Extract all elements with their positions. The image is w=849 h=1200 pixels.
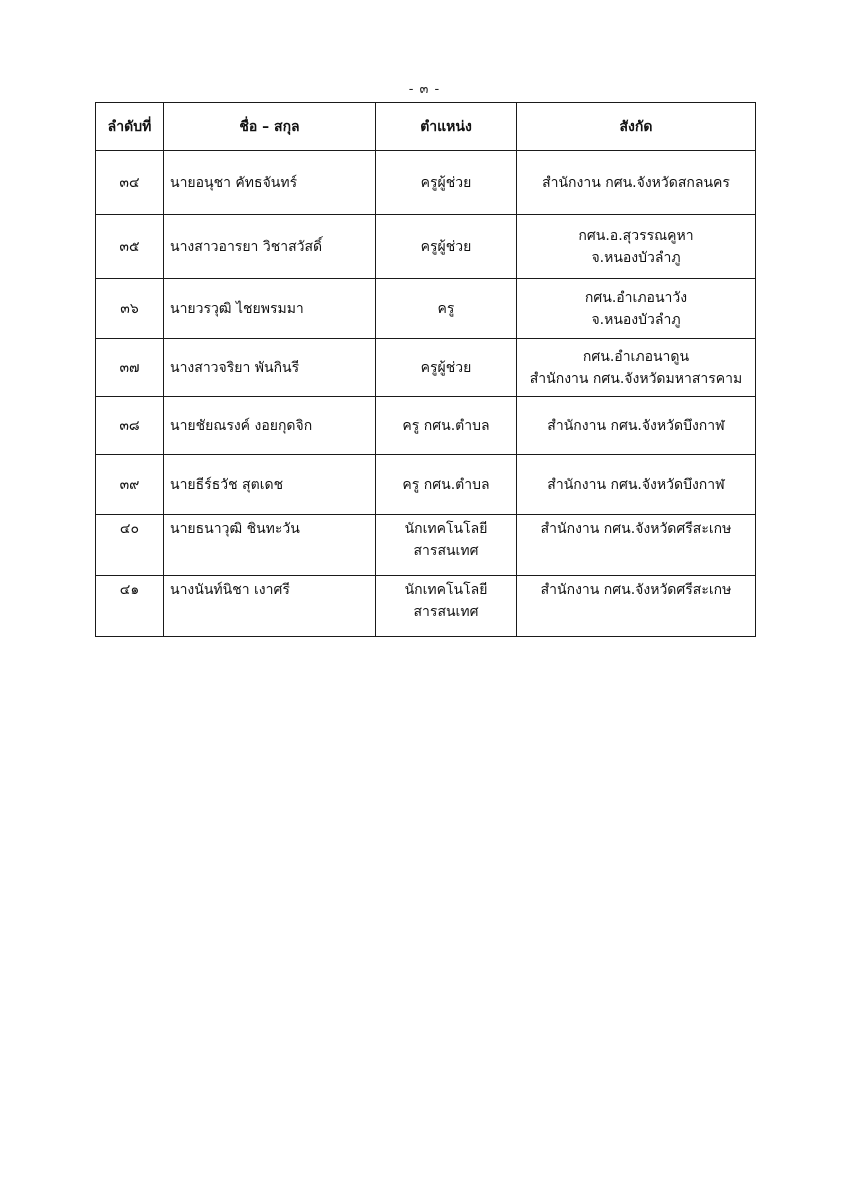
- row-name: นางนันท์นิชา เงาศรี: [164, 576, 376, 637]
- position-line: ครูผู้ช่วย: [420, 359, 472, 376]
- position-line: ครู กศน.ตำบล: [402, 476, 490, 493]
- affiliation-line: สำนักงาน กศน.จังหวัดศรีสะเกษ: [540, 521, 732, 537]
- row-affiliation: [517, 515, 756, 576]
- row-affiliation: [517, 576, 756, 637]
- position-line: ครูผู้ช่วย: [420, 238, 472, 255]
- row-number: ๓๘: [96, 397, 164, 455]
- affiliation-line: กศน.อำเภอนาวัง: [584, 289, 688, 306]
- position-line: ครูผู้ช่วย: [420, 174, 472, 191]
- row-affiliation: [517, 455, 756, 515]
- row-position: [376, 397, 517, 455]
- row-position: [376, 151, 517, 215]
- table-row: [96, 279, 756, 339]
- row-name: นายวรวุฒิ ไชยพรมมา: [164, 279, 376, 339]
- row-position: [376, 279, 517, 339]
- row-name: นายอนุชา คัทธจันทร์: [164, 151, 376, 215]
- row-number: ๓๙: [96, 455, 164, 515]
- position-line: สารสนเทศ: [413, 604, 479, 620]
- row-name: นายชัยณรงค์ งอยกุดจิก: [164, 397, 376, 455]
- table-row: [96, 151, 756, 215]
- affiliation-line: สำนักงาน กศน.จังหวัดบึงกาฬ: [547, 417, 725, 434]
- row-number: ๓๔: [96, 151, 164, 215]
- page-number: - ๓ -: [408, 82, 441, 97]
- table-row: [96, 397, 756, 455]
- affiliation-line: สำนักงาน กศน.จังหวัดมหาสารคาม: [529, 370, 743, 387]
- affiliation-line: สำนักงาน กศน.จังหวัดศรีสะเกษ: [540, 582, 732, 598]
- header-affiliation: สังกัด: [517, 103, 756, 151]
- table-row: [96, 515, 756, 576]
- header-position: ตำแหน่ง: [376, 103, 517, 151]
- row-position: [376, 455, 517, 515]
- row-affiliation: [517, 151, 756, 215]
- row-number: ๓๕: [96, 215, 164, 279]
- table-row: [96, 215, 756, 279]
- staff-table: [95, 102, 756, 637]
- position-line: นักเทคโนโลยี: [404, 521, 488, 537]
- row-name: นางสาวจริยา พันกินรี: [164, 339, 376, 397]
- affiliation-line: จ.หนองบัวลำภู: [591, 249, 681, 266]
- affiliation-line: จ.หนองบัวลำภู: [591, 311, 681, 328]
- row-position: [376, 515, 517, 576]
- affiliation-line: กศน.อำเภอนาดูน: [582, 348, 690, 365]
- row-number: ๓๗: [96, 339, 164, 397]
- position-line: นักเทคโนโลยี: [404, 582, 488, 598]
- affiliation-line: สำนักงาน กศน.จังหวัดบึงกาฬ: [547, 476, 725, 493]
- row-position: [376, 339, 517, 397]
- row-affiliation: [517, 339, 756, 397]
- row-name: นางสาวอารยา วิชาสวัสดิ์: [164, 215, 376, 279]
- table-header-row: [96, 103, 756, 151]
- header-no: ลำดับที่: [96, 103, 164, 151]
- row-affiliation: [517, 215, 756, 279]
- row-position: [376, 576, 517, 637]
- table-row: [96, 455, 756, 515]
- position-line: สารสนเทศ: [413, 543, 479, 559]
- row-number: ๔๐: [96, 515, 164, 576]
- header-name: ชื่อ – สกุล: [164, 103, 376, 151]
- table-row: [96, 576, 756, 637]
- affiliation-line: สำนักงาน กศน.จังหวัดสกลนคร: [542, 174, 730, 191]
- affiliation-line: กศน.อ.สุวรรณคูหา: [578, 227, 694, 244]
- row-position: [376, 215, 517, 279]
- position-line: ครู กศน.ตำบล: [402, 417, 490, 434]
- table-row: [96, 339, 756, 397]
- row-name: นายธนาวุฒิ ชินทะวัน: [164, 515, 376, 576]
- row-number: ๓๖: [96, 279, 164, 339]
- row-number: ๔๑: [96, 576, 164, 637]
- row-affiliation: [517, 397, 756, 455]
- position-line: ครู: [437, 300, 455, 317]
- row-name: นายธีร์ธวัช สุตเดช: [164, 455, 376, 515]
- row-affiliation: [517, 279, 756, 339]
